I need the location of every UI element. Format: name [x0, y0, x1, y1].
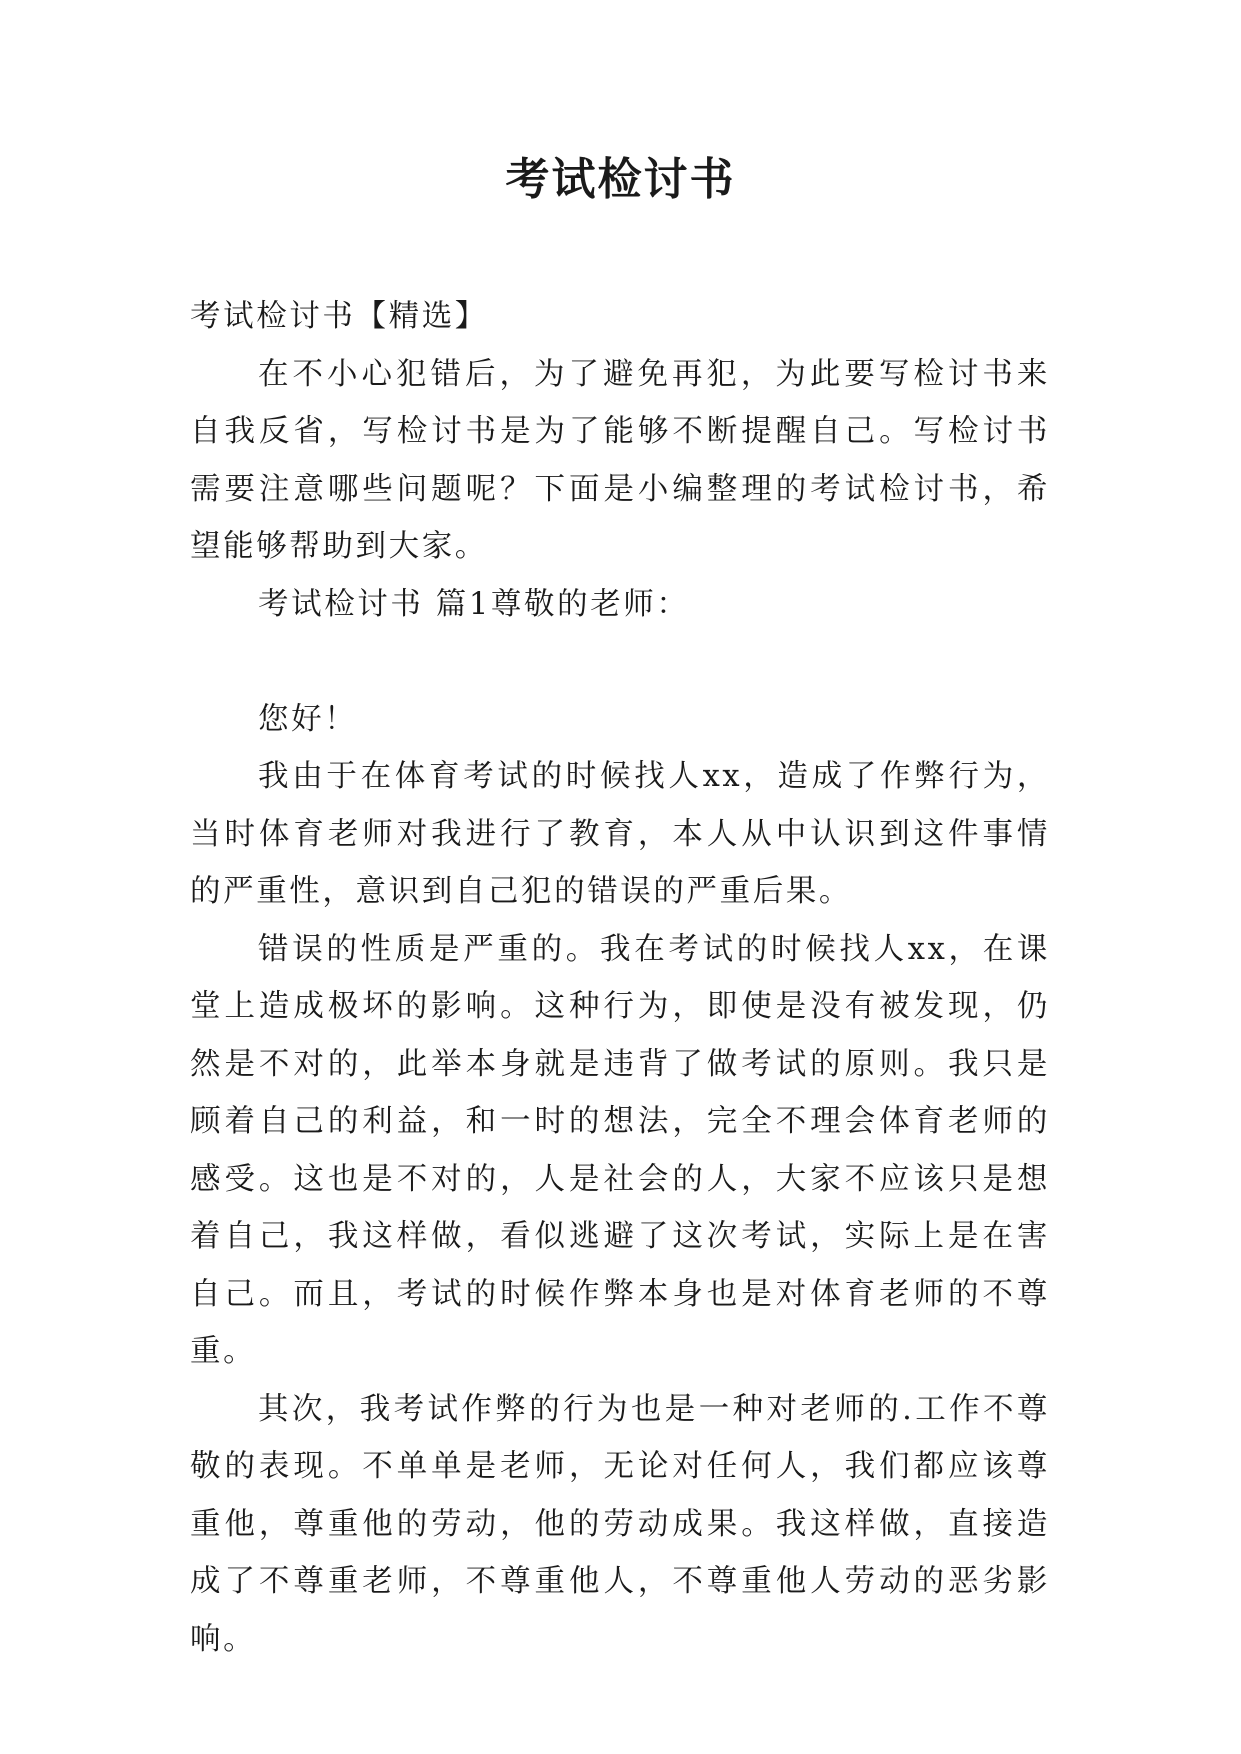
intro-paragraph: 在不小心犯错后，为了避免再犯，为此要写检讨书来自我反省，写检讨书是为了能够不断提醒自己。写检讨书需要注意哪些问题呢？下面是小编整理的考试检讨书，希望能够帮助到大家。	[190, 356, 1050, 564]
body-paragraph: 我由于在体育考试的时候找人xx，造成了作弊行为，当时体育老师对我进行了教育，本人从中认识到这件事情的严重性，意识到自己犯的错误的严重后果。	[190, 759, 1050, 909]
document-subtitle: 考试检讨书【精选】	[190, 299, 488, 334]
greeting: 您好！	[258, 701, 358, 737]
document-body	[190, 288, 1050, 1668]
document-title: 考试检讨书	[505, 154, 736, 205]
body-paragraph: 其次，我考试作弊的行为也是一种对老师的.工作不尊敬的表现。不单单是老师，无论对任何人，我们都应该尊重他，尊重他的劳动，他的劳动成果。我这样做，直接造成了不尊重老师，不尊重他人，不尊重他人劳动的恶劣影响。	[190, 1391, 1050, 1657]
section-heading: 考试检讨书 篇1尊敬的老师：	[258, 586, 690, 622]
body-paragraph: 错误的性质是严重的。我在考试的时候找人xx，在课堂上造成极坏的影响。这种行为，即使是没有被发现，仍然是不对的，此举本身就是违背了做考试的原则。我只是顾着自己的利益，和一时的想法，完全不理会体育老师的感受。这也是不对的，人是社会的人，大家不应该只是想着自己，我这样做，看似逃避了这次考试，实际上是在害自己。而且，考试的时候作弊本身也是对体育老师的不尊重。	[190, 931, 1050, 1369]
blank-line	[190, 633, 1050, 691]
